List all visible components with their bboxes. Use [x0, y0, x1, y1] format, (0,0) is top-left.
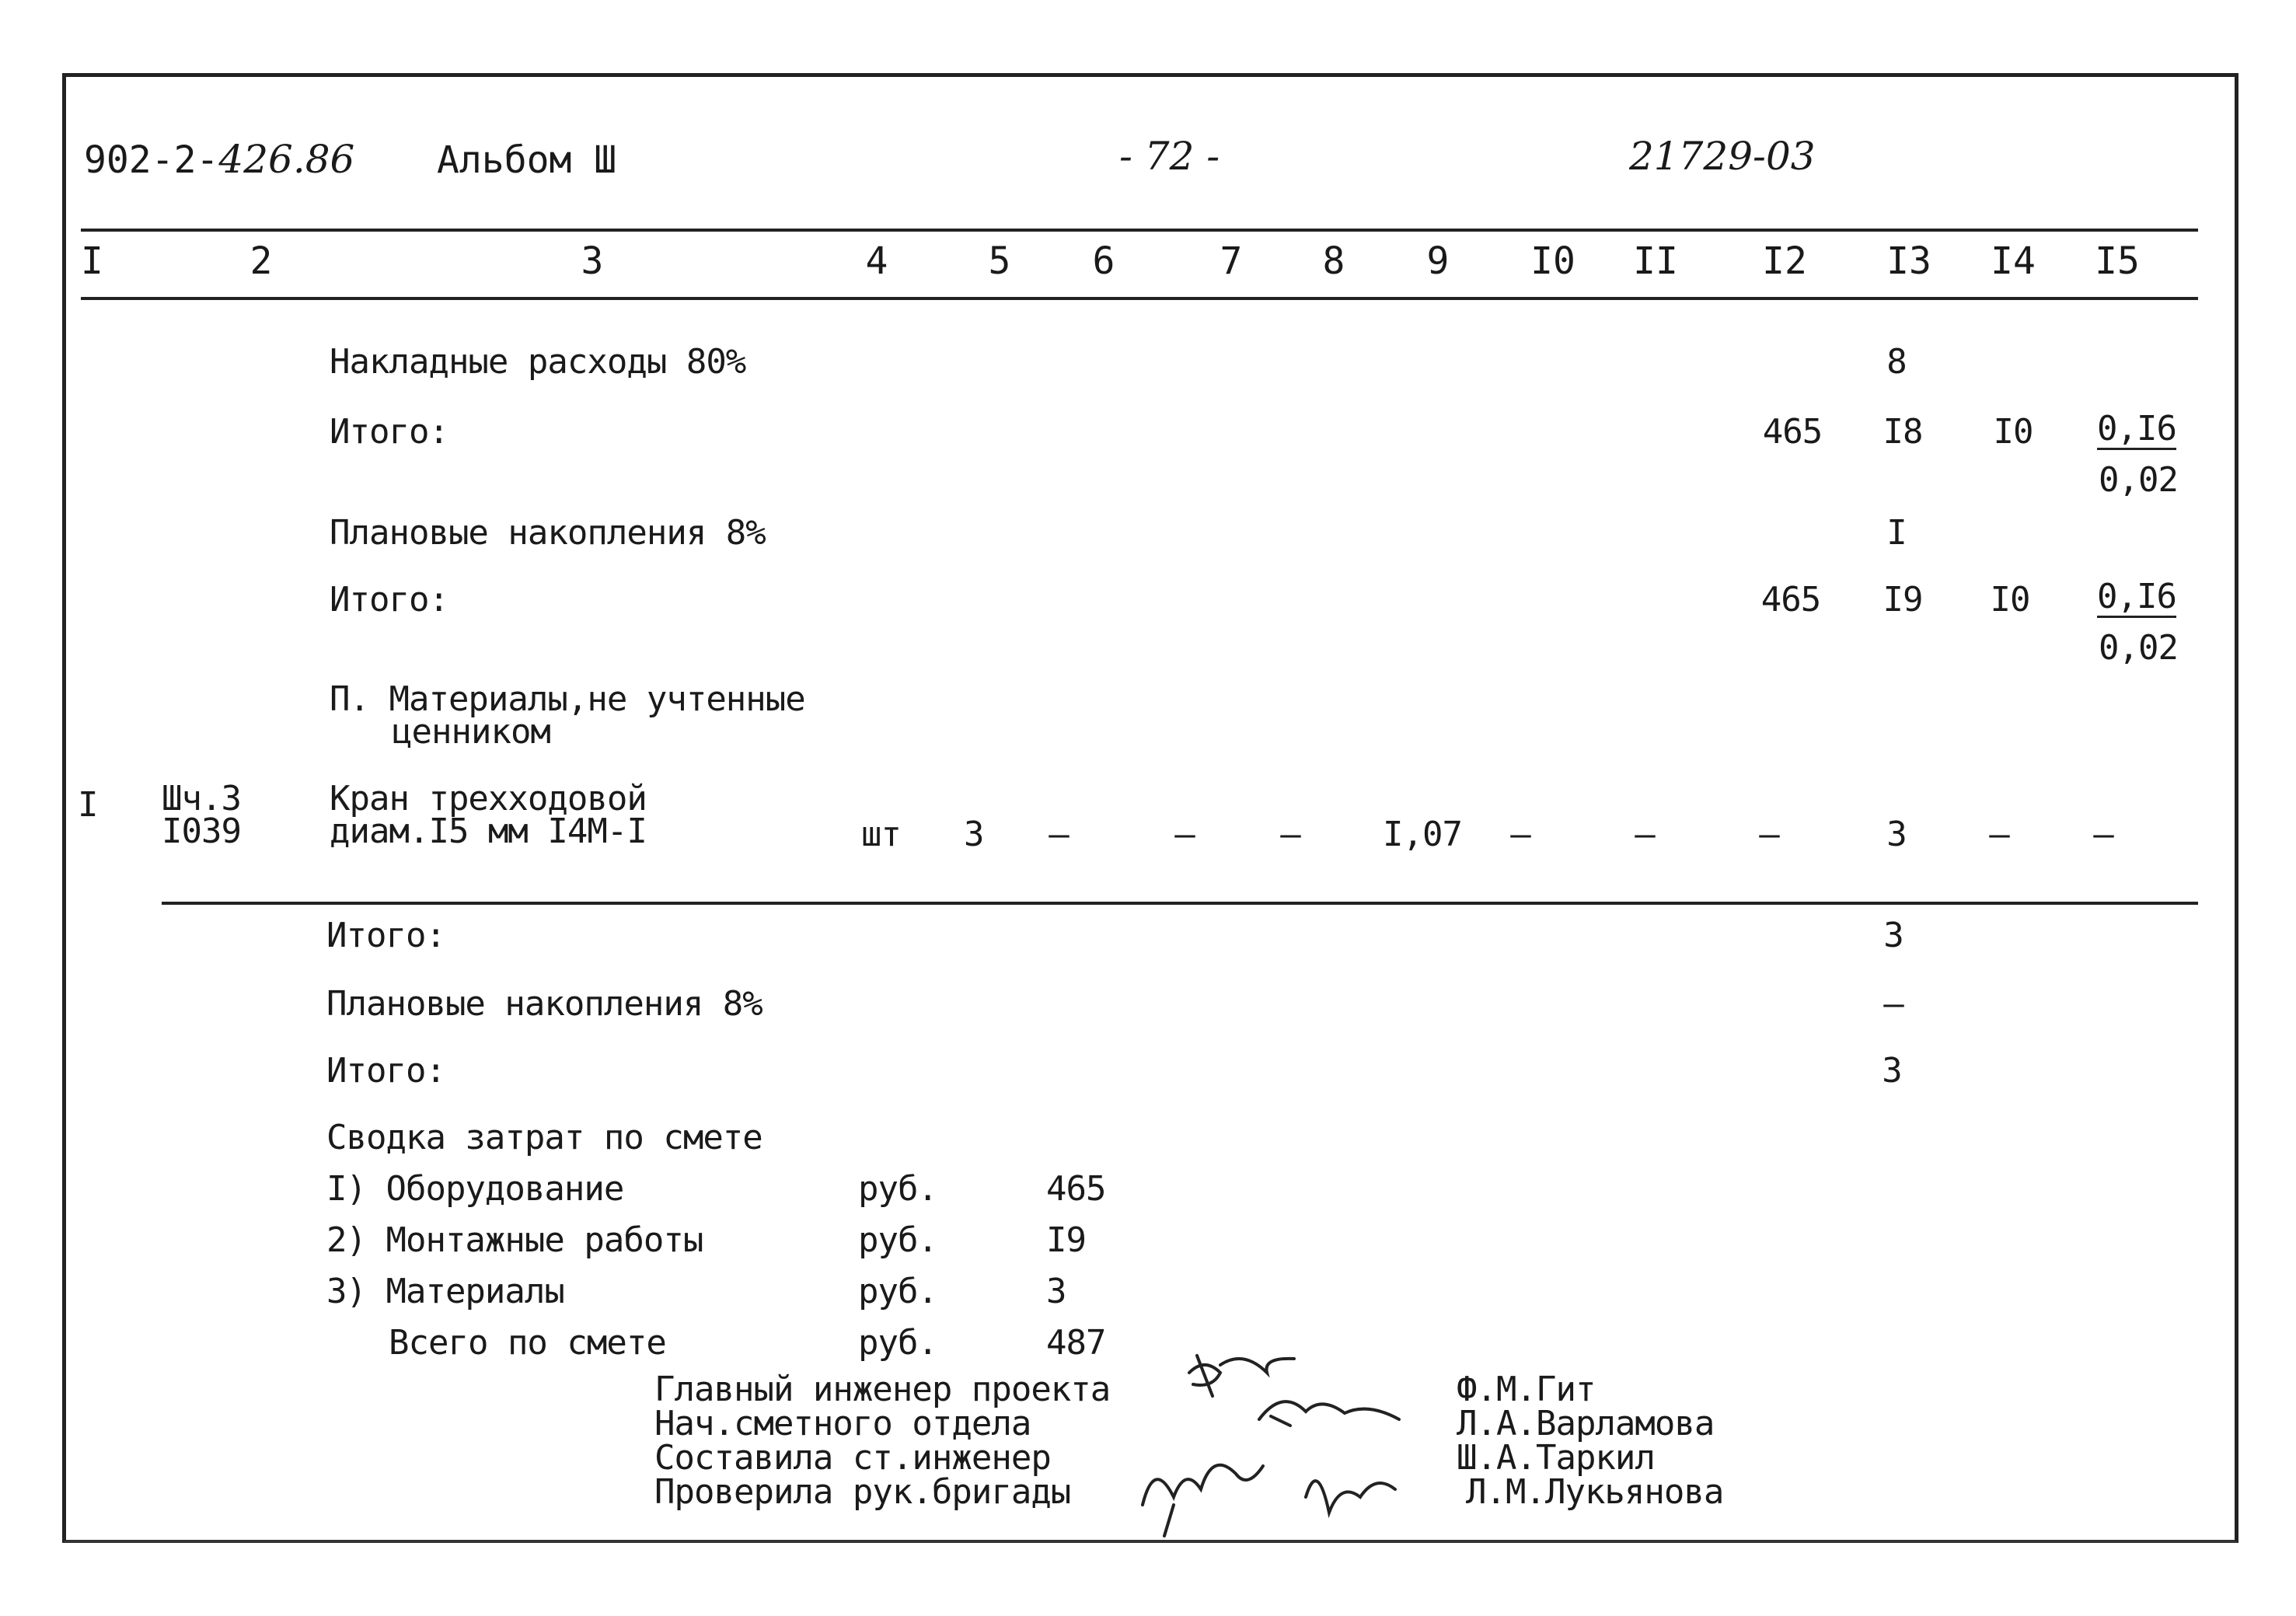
signature-name: Л.М.Лукьянова	[1466, 1472, 1724, 1512]
cell-c15-top: 0,I6	[2097, 577, 2176, 616]
col-header-5: 5	[988, 239, 1011, 283]
summary-value-equipment: 465	[1046, 1169, 1106, 1209]
section-line-1: П. Материалы,не учтенные	[330, 679, 805, 719]
signature-name: Ш.А.Таркил	[1457, 1438, 1655, 1478]
cell-c10: –	[1510, 815, 1530, 854]
header-rule-top	[81, 229, 2198, 232]
row-label: Итого:	[326, 1051, 445, 1091]
cell-c12: –	[1759, 815, 1779, 854]
summary-label-materials: 3) Материалы	[326, 1272, 564, 1311]
signature-role: Составила ст.инженер	[654, 1438, 1051, 1478]
signature-role: Нач.сметного отдела	[654, 1404, 1031, 1443]
cell-c6: –	[1049, 815, 1069, 854]
cell-c9: I,07	[1383, 815, 1462, 854]
cell-c13: –	[1883, 984, 1903, 1024]
signature-role: Проверила рук.бригады	[654, 1472, 1071, 1512]
signature-name: Ф.М.Гит	[1457, 1370, 1596, 1409]
summary-unit: руб.	[858, 1169, 937, 1209]
col-header-10: I0	[1530, 239, 1575, 283]
summary-unit: руб.	[858, 1272, 937, 1311]
cell-code-2: I039	[162, 811, 241, 851]
cell-unit: шт	[861, 815, 901, 854]
cell-c13: 3	[1886, 815, 1907, 854]
cell-c14: –	[1989, 815, 2009, 854]
cell-c13: 3	[1883, 916, 1903, 955]
summary-label-installation: 2) Монтажные работы	[326, 1220, 703, 1260]
col-header-7: 7	[1220, 239, 1243, 283]
cell-c15-top: 0,I6	[2097, 409, 2176, 449]
summary-value-materials: 3	[1046, 1272, 1066, 1311]
subtotal-rule	[162, 902, 2198, 905]
col-header-2: 2	[249, 239, 273, 283]
cell-c15-bottom: 0,02	[2099, 460, 2178, 500]
col-header-11: II	[1633, 239, 1678, 283]
cell-c13: I8	[1883, 412, 1923, 452]
cell-c8: –	[1280, 815, 1300, 854]
col-header-13: I3	[1886, 239, 1931, 283]
summary-unit: руб.	[858, 1220, 937, 1260]
cell-c13: I	[1886, 513, 1907, 553]
cell-qty: 3	[964, 815, 984, 854]
col-header-8: 8	[1322, 239, 1345, 283]
summary-unit: руб.	[858, 1323, 937, 1363]
summary-label-equipment: I) Оборудование	[326, 1169, 624, 1209]
cell-c14: I0	[1993, 412, 2033, 452]
header-rule-bottom	[81, 297, 2198, 300]
col-header-15: I5	[2095, 239, 2140, 283]
col-header-6: 6	[1092, 239, 1115, 283]
signature-role: Главный инженер проекта	[654, 1370, 1111, 1409]
row-label: Накладные расходы 80%	[330, 342, 746, 382]
row-label: Плановые накопления 8%	[326, 984, 762, 1024]
row-label: Итого:	[330, 580, 448, 620]
cell-name-2: диам.I5 мм I4M-I	[330, 811, 647, 851]
cell-c13: 3	[1882, 1051, 1902, 1091]
cell-c14: I0	[1990, 580, 2030, 620]
cell-c7: –	[1174, 815, 1195, 854]
row-label: Плановые накопления 8%	[330, 513, 766, 553]
col-header-12: I2	[1762, 239, 1807, 283]
summary-value-total: 487	[1046, 1323, 1106, 1363]
cell-c13: I9	[1883, 580, 1923, 620]
col-header-14: I4	[1991, 239, 2036, 283]
summary-label-total: Всего по смете	[389, 1323, 666, 1363]
col-header-4: 4	[865, 239, 888, 283]
row-label: Итого:	[326, 916, 445, 955]
doc-number: 21729-03	[1629, 134, 1816, 179]
section-line-2: ценником	[392, 712, 550, 752]
cell-c15-bottom: 0,02	[2099, 628, 2178, 668]
cell-num: I	[78, 785, 98, 825]
cell-c12: 465	[1762, 412, 1823, 452]
cell-c11: –	[1635, 815, 1655, 854]
row-label: Итого:	[330, 412, 448, 452]
summary-title: Сводка затрат по смете	[326, 1118, 762, 1157]
summary-value-installation: I9	[1046, 1220, 1086, 1260]
album-label: Альбом Ш	[437, 138, 617, 182]
handwritten-signatures-graphic	[1127, 1342, 1453, 1541]
col-header-3: 3	[581, 239, 604, 283]
page-number: - 72 -	[1119, 134, 1220, 179]
signature-name: Л.А.Варламова	[1457, 1404, 1715, 1443]
cell-c13: 8	[1886, 342, 1907, 382]
cell-code-1: Шч.3	[162, 779, 241, 818]
cell-c15: –	[2093, 815, 2113, 854]
col-header-1: I	[81, 239, 103, 283]
col-header-9: 9	[1426, 239, 1450, 283]
cell-name-1: Кран трехходовой	[330, 779, 647, 818]
doc-code: 902-2-426.86	[84, 137, 355, 182]
cell-c12: 465	[1760, 580, 1821, 620]
